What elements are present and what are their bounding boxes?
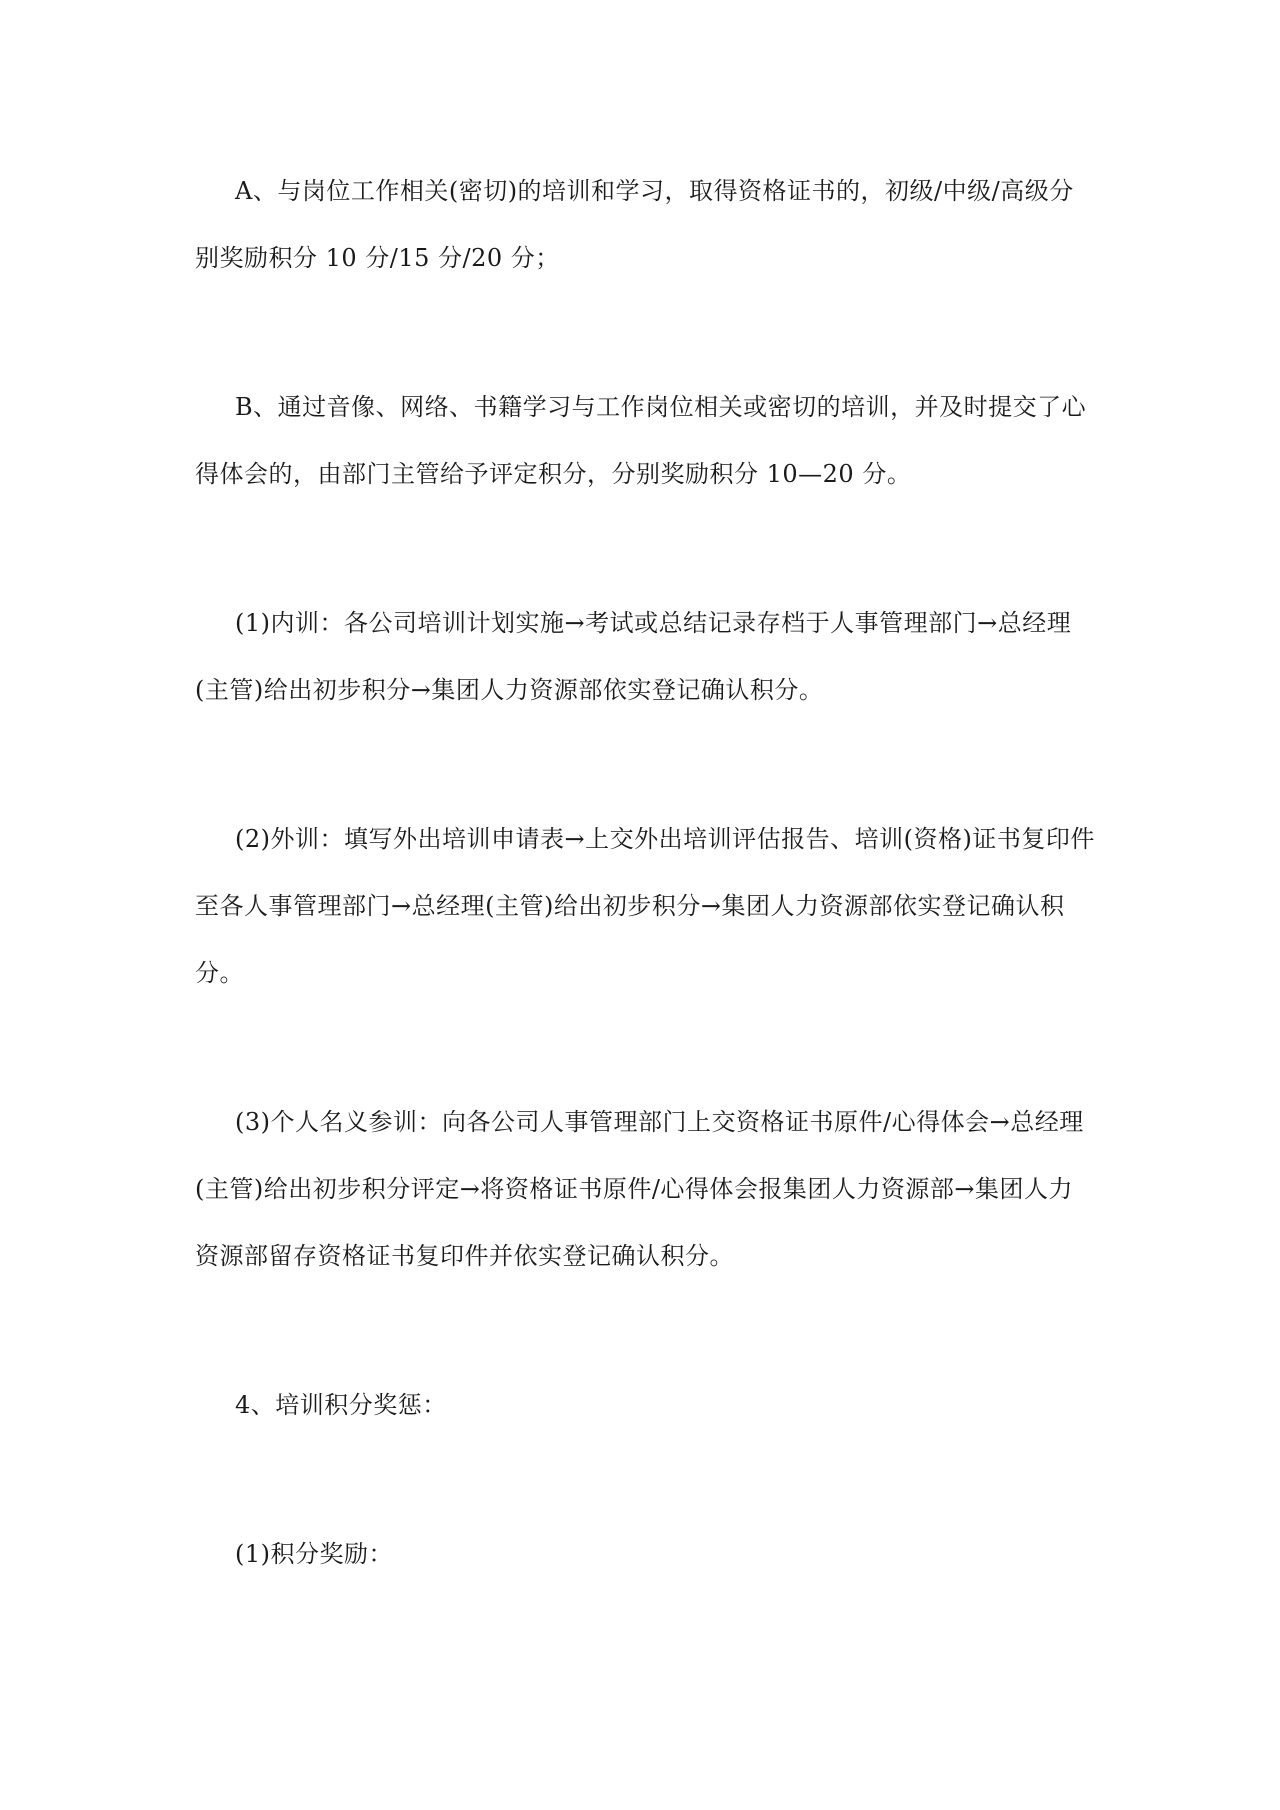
paragraph-personal-training: (3)个人名义参训：向各公司人事管理部门上交资格证书原件/心得体会→总经理(主管)给出初步积分评定→将资格证书原件/心得体会报集团人力资源部→集团人力资源部留存资格证书复印件并依实登记确认积分。 — [195, 1108, 1084, 1270]
paragraph-b-self-study-reward: B、通过音像、网络、书籍学习与工作岗位相关或密切的培训，并及时提交了心得体会的，由部门主管给予评定积分，分别奖励积分 10—20 分。 — [195, 393, 1087, 488]
section-heading-rewards-penalties: 4、培训积分奖惩： — [235, 1391, 447, 1419]
document-body — [195, 158, 1095, 1670]
paragraph-internal-training: (1)内训：各公司培训计划实施→考试或总结记录存档于人事管理部门→总经理(主管)给出初步积分→集团人力资源部依实登记确认积分。 — [195, 609, 1072, 704]
paragraph-external-training: (2)外训：填写外出培训申请表→上交外出培训评估报告、培训(资格)证书复印件至各人事管理部门→总经理(主管)给出初步积分→集团人力资源部依实登记确认积分。 — [195, 825, 1095, 987]
paragraph-a-certificate-reward: A、与岗位工作相关(密切)的培训和学习，取得资格证书的，初级/中级/高级分别奖励积分 10 分/15 分/20 分； — [195, 177, 1074, 272]
subheading-points-reward: (1)积分奖励： — [235, 1540, 393, 1568]
